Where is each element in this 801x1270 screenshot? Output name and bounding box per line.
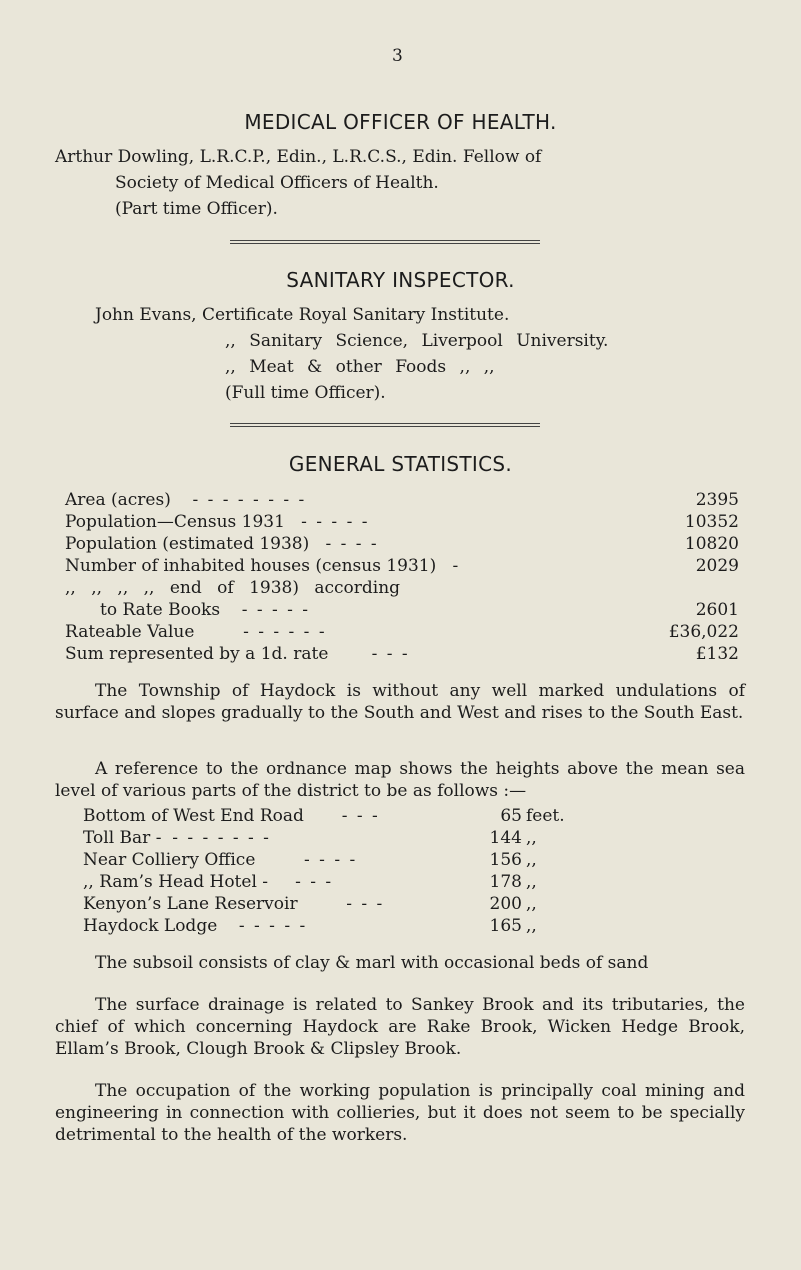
stat-label: Sum represented by a 1d. rate [65, 644, 329, 664]
leader-dots: - - - [295, 872, 334, 892]
height-label: Haydock Lodge [83, 916, 218, 936]
height-unit: ,, [526, 828, 537, 848]
height-value: 156 [489, 850, 522, 870]
stat-row [65, 512, 369, 532]
leader-dots: - - - - - - [243, 622, 327, 642]
height-label: Toll Bar - [83, 828, 162, 848]
stat-label: Area (acres) [65, 490, 171, 510]
stat-row [65, 644, 410, 664]
height-unit: feet. [526, 806, 565, 826]
stat-row [65, 556, 460, 576]
stat-label: to Rate Books [100, 600, 221, 620]
leader-dots: - - - - - - - - [192, 490, 307, 510]
medical-officer-line1: Arthur Dowling, L.R.C.P., Edin., L.R.C.S., Edin. Fellow of [55, 147, 542, 167]
height-unit: ,, [526, 894, 537, 914]
leader-dots: - - - - - [241, 600, 311, 620]
stat-value: 10820 [684, 534, 739, 554]
page-number: 3 [392, 46, 403, 66]
section-divider [230, 240, 540, 244]
stat-value: 10352 [684, 512, 739, 532]
occupation-paragraph: The occupation of the working population is principally coal mining and engineering in connection with collieries, but it does not seem to be specially detrimental to the health of the workers. [55, 1081, 745, 1145]
height-value: 165 [489, 916, 522, 936]
drainage-paragraph: The surface drainage is related to Sankey Brook and its tributaries, the chief of which concerning Haydock are Rake Brook, Wicken Hedge Brook, Ellam’s Brook, Clough Brook & Clipsley Brook. [55, 995, 745, 1059]
height-label: Kenyon’s Lane Reservoir [83, 894, 298, 914]
subsoil-paragraph: The subsoil consists of clay & marl with occasional beds of sand [95, 953, 649, 973]
sanitary-inspector-line4: (Full time Officer). [225, 383, 386, 403]
township-paragraph: The Township of Haydock is without any well marked undulations of surface and slopes gradually to the South and West and rises to the South East. [55, 681, 745, 723]
leader-dots: - - - - [304, 850, 358, 870]
height-label: Bottom of West End Road [83, 806, 304, 826]
height-label: ,, Ram’s Head Hotel - [83, 872, 269, 892]
stat-row [65, 534, 379, 554]
leader-dots: - - - [346, 894, 385, 914]
medical-officer-line2: Society of Medical Officers of Health. [115, 173, 439, 193]
height-unit: ,, [526, 872, 537, 892]
height-value: 65 [500, 806, 522, 826]
height-label: Near Colliery Office [83, 850, 256, 870]
medical-officer-line3: (Part time Officer). [115, 199, 278, 219]
stat-value: £36,022 [668, 622, 739, 642]
leader-dots: - - - [341, 806, 380, 826]
height-row [83, 806, 380, 826]
sanitary-inspector-heading: SANITARY INSPECTOR. [286, 268, 515, 292]
height-unit: ,, [526, 916, 537, 936]
leader-dots: - - - - - [301, 512, 370, 532]
stat-label: Population—Census 1931 [65, 512, 285, 532]
stat-label: ,, ,, ,, ,, end of 1938) according [65, 578, 401, 598]
medical-officer-heading: MEDICAL OFFICER OF HEALTH. [244, 110, 557, 134]
height-row [83, 872, 333, 892]
stat-value: 2601 [695, 600, 739, 620]
height-row [83, 894, 384, 914]
height-row [83, 850, 357, 870]
leader-dots: - - - [371, 644, 410, 664]
stat-row [65, 490, 306, 510]
leader-dots: - - - - [325, 534, 379, 554]
stat-value: £132 [695, 644, 739, 664]
sanitary-inspector-line3: ,, Meat & other Foods ,, ,, [225, 357, 495, 377]
stat-row [100, 600, 310, 620]
stat-label: Population (estimated 1938) [65, 534, 310, 554]
sanitary-inspector-line2: ,, Sanitary Science, Liverpool University. [225, 331, 609, 351]
stat-value: 2029 [695, 556, 739, 576]
height-value: 200 [489, 894, 522, 914]
height-value: 144 [489, 828, 522, 848]
general-statistics-heading: GENERAL STATISTICS. [288, 452, 513, 476]
stat-label: Number of inhabited houses (census 1931) [65, 556, 437, 576]
stat-label: Rateable Value [65, 622, 195, 642]
ordnance-paragraph: A reference to the ordnance map shows the heights above the mean sea level of various parts of the district to be as follows :— [55, 759, 745, 801]
stat-row [65, 622, 327, 642]
height-row [83, 916, 307, 936]
leader-dots: - - - - - [238, 916, 308, 936]
height-unit: ,, [526, 850, 537, 870]
sanitary-inspector-line1: John Evans, Certificate Royal Sanitary Institute. [95, 305, 510, 325]
height-row [83, 828, 271, 848]
leader-dots: - - - - - - - [172, 828, 271, 848]
stat-row [65, 578, 400, 598]
stat-value: 2395 [695, 490, 739, 510]
height-value: 178 [489, 872, 522, 892]
section-divider [230, 423, 540, 427]
leader-dots: - [452, 556, 461, 576]
